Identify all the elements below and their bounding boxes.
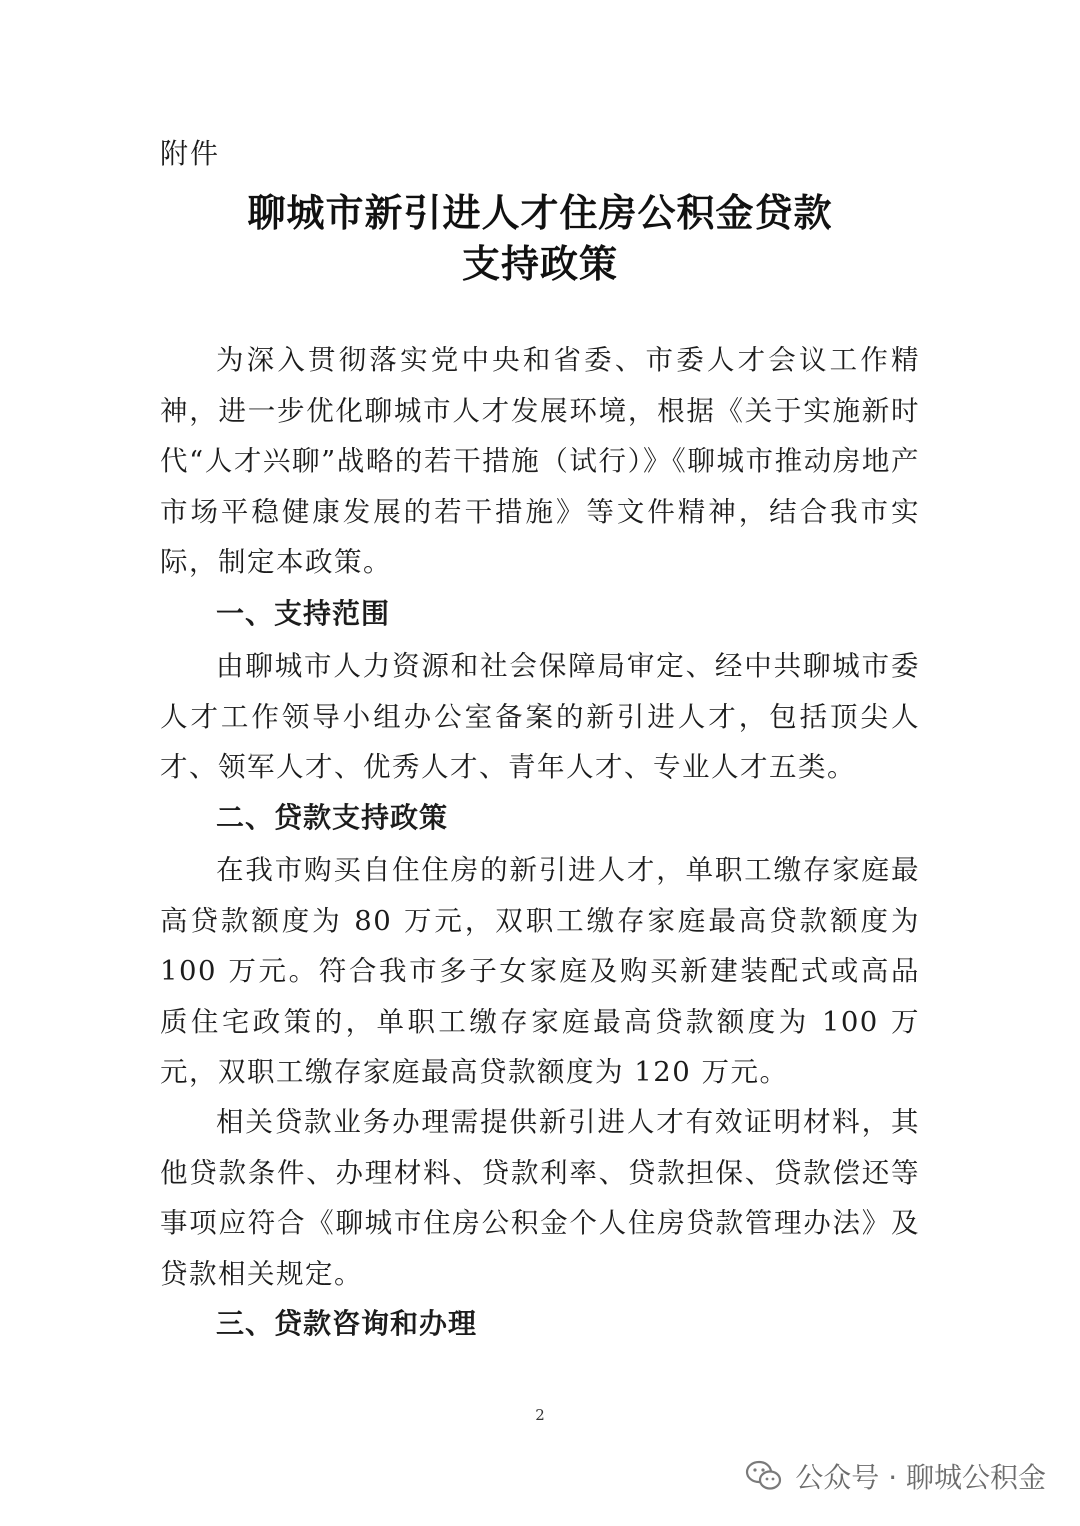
watermark-text: 公众号 · 聊城公积金	[795, 1461, 1046, 1494]
section3-heading: 三、贷款咨询和办理	[216, 1307, 478, 1340]
section1-heading: 一、支持范围	[216, 597, 391, 630]
page-number: 2	[535, 1406, 545, 1424]
document-title-line2: 支持政策	[461, 241, 618, 286]
wechat-icon	[745, 1460, 783, 1492]
section2-heading: 二、贷款支持政策	[216, 801, 449, 834]
section2-paragraph-1: 在我市购买自住住房的新引进人才，单职工缴存家庭最高贷款额度为 80 万元，双职工缴存家庭最高贷款额度为 100 万元。符合我市多子女家庭及购买新建装配式或高品质住宅政策的，单职工缴存家庭最高贷款额度为 100 万元，双职工缴存家庭最高贷款额度为 120 万元。	[160, 854, 920, 1088]
attachment-label: 附件	[160, 137, 221, 170]
section2-paragraph-2: 相关贷款业务办理需提供新引进人才有效证明材料，其他贷款条件、办理材料、贷款利率、贷款担保、贷款偿还等事项应符合《聊城市住房公积金个人住房贷款管理办法》及贷款相关规定。	[160, 1106, 920, 1290]
intro-paragraph: 为深入贯彻落实党中央和省委、市委人才会议工作精神，进一步优化聊城市人才发展环境，根据《关于实施新时代“人才兴聊”战略的若干措施（试行）》《聊城市推动房地产市场平稳健康发展的若干措施》等文件精神，结合我市实际，制定本政策。	[160, 344, 920, 578]
document-title-line1: 聊城市新引进人才住房公积金贷款	[247, 190, 833, 235]
watermark	[745, 1456, 1046, 1496]
section1-paragraph: 由聊城市人力资源和社会保障局审定、经中共聊城市委人才工作领导小组办公室备案的新引进人才，包括顶尖人才、领军人才、优秀人才、青年人才、专业人才五类。	[160, 650, 920, 783]
